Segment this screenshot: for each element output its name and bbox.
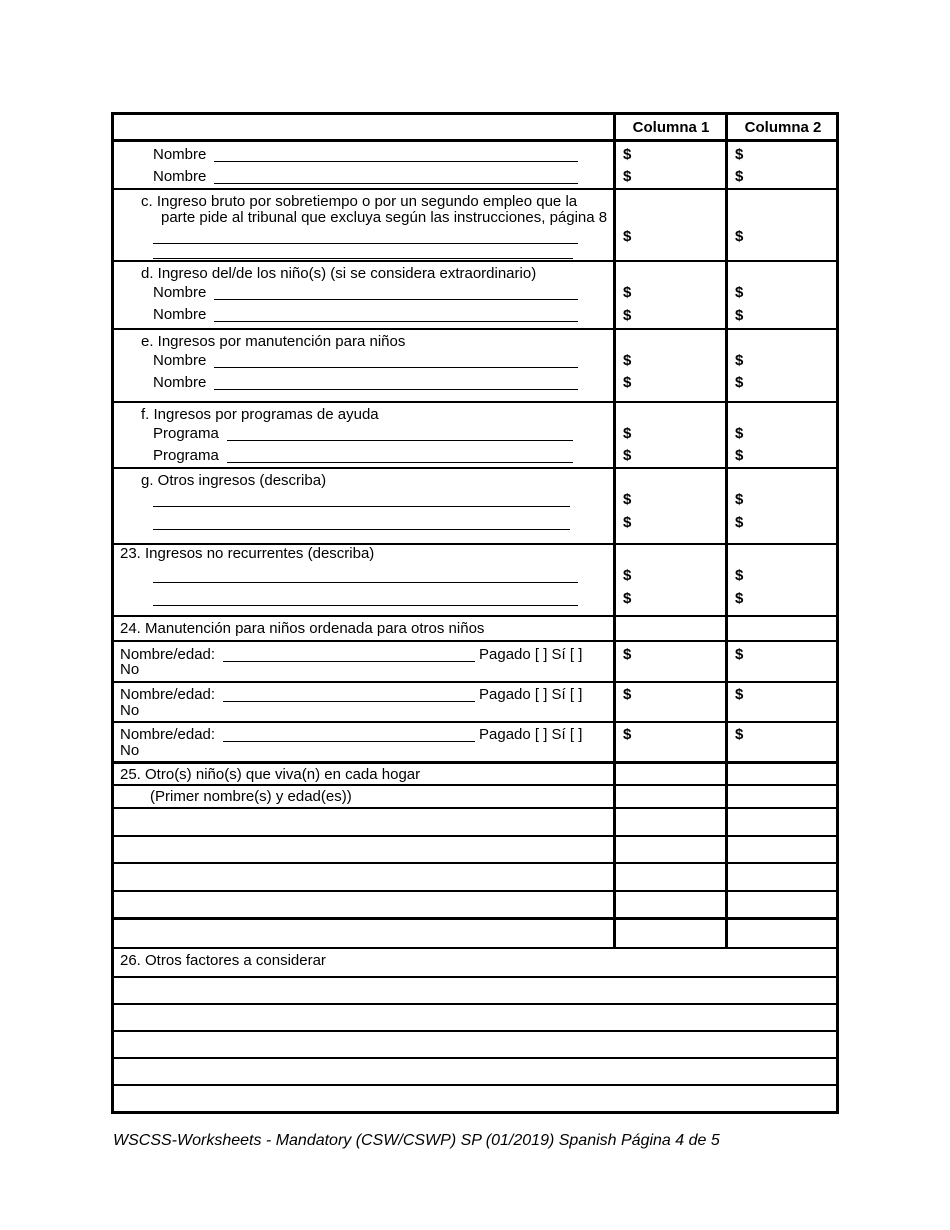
nombre-field[interactable] xyxy=(214,321,578,322)
no-label[interactable]: No xyxy=(120,702,140,719)
programa-field[interactable] xyxy=(227,440,573,441)
row-divider xyxy=(111,1084,839,1086)
currency-symbol: $ xyxy=(623,686,632,703)
nombre-field[interactable] xyxy=(214,161,578,162)
nombre-label: Nombre xyxy=(153,306,207,323)
item-g-title: g. Otros ingresos (describa) xyxy=(141,472,327,489)
nombre-edad-field[interactable] xyxy=(223,661,475,662)
row-divider xyxy=(111,721,839,723)
currency-symbol: $ xyxy=(623,646,632,663)
currency-symbol: $ xyxy=(735,726,744,743)
currency-symbol: $ xyxy=(735,514,744,531)
nombre-edad-field[interactable] xyxy=(223,741,475,742)
nombre-field[interactable] xyxy=(214,367,578,368)
currency-symbol: $ xyxy=(623,590,632,607)
currency-symbol: $ xyxy=(735,590,744,607)
row-divider xyxy=(111,139,839,142)
currency-symbol: $ xyxy=(735,425,744,442)
nombre-field[interactable] xyxy=(214,389,578,390)
no-label[interactable]: No xyxy=(120,661,140,678)
programa-label: Programa xyxy=(153,447,219,464)
item-24-title: 24. Manutención para niños ordenada para otros niños xyxy=(120,620,485,637)
row-divider xyxy=(111,1057,839,1059)
currency-symbol: $ xyxy=(623,567,632,584)
nombre-edad-label: Nombre/edad: xyxy=(120,646,216,663)
currency-symbol: $ xyxy=(735,374,744,391)
column-2-header: Columna 2 xyxy=(744,119,822,136)
nombre-label: Nombre xyxy=(153,284,207,301)
nombre-label: Nombre xyxy=(153,168,207,185)
currency-symbol: $ xyxy=(735,307,744,324)
item-23-field[interactable] xyxy=(153,582,578,583)
item-c-field[interactable] xyxy=(153,258,573,259)
currency-symbol: $ xyxy=(735,447,744,464)
row-divider xyxy=(111,807,839,809)
currency-symbol: $ xyxy=(735,646,744,663)
item-g-field[interactable] xyxy=(153,506,570,507)
currency-symbol: $ xyxy=(735,146,744,163)
currency-symbol: $ xyxy=(623,425,632,442)
row-divider xyxy=(111,1003,839,1005)
row-divider xyxy=(111,640,839,642)
item-c-title-cont: parte pide al tribunal que excluya según las instrucciones, página 8 xyxy=(161,209,608,226)
item-c-field[interactable] xyxy=(153,243,578,244)
row-divider xyxy=(111,467,839,469)
page-footer: WSCSS-Worksheets - Mandatory (CSW/CSWP) SP (01/2019) Spanish Página 4 de 5 xyxy=(113,1132,720,1149)
row-divider xyxy=(111,835,839,837)
row-divider xyxy=(111,1030,839,1032)
item-23-title: 23. Ingresos no recurrentes (describa) xyxy=(120,545,375,562)
row-divider xyxy=(111,401,839,403)
column-1-header: Columna 1 xyxy=(632,119,710,136)
item-c-title: c. Ingreso bruto por sobretiempo o por un segundo empleo que la xyxy=(141,193,578,210)
currency-symbol: $ xyxy=(735,567,744,584)
currency-symbol: $ xyxy=(623,146,632,163)
nombre-edad-label: Nombre/edad: xyxy=(120,726,216,743)
currency-symbol: $ xyxy=(623,284,632,301)
item-25-subtitle: (Primer nombre(s) y edad(es)) xyxy=(150,788,352,805)
row-divider xyxy=(111,681,839,683)
currency-symbol: $ xyxy=(735,491,744,508)
programa-label: Programa xyxy=(153,425,219,442)
nombre-label: Nombre xyxy=(153,374,207,391)
nombre-label: Nombre xyxy=(153,352,207,369)
pagado-label[interactable]: Pagado [ ] Sí [ ] xyxy=(479,686,583,703)
currency-symbol: $ xyxy=(623,352,632,369)
programa-field[interactable] xyxy=(227,462,573,463)
row-divider xyxy=(111,917,839,920)
currency-symbol: $ xyxy=(735,686,744,703)
row-divider xyxy=(111,328,839,330)
currency-symbol: $ xyxy=(623,307,632,324)
nombre-label: Nombre xyxy=(153,146,207,163)
pagado-label[interactable]: Pagado [ ] Sí [ ] xyxy=(479,726,583,743)
currency-symbol: $ xyxy=(735,284,744,301)
row-divider xyxy=(111,188,839,190)
row-divider xyxy=(111,976,839,978)
item-23-field[interactable] xyxy=(153,605,578,606)
row-divider xyxy=(111,615,839,617)
row-divider xyxy=(111,862,839,864)
column-divider-2 xyxy=(725,112,728,949)
currency-symbol: $ xyxy=(623,491,632,508)
row-divider xyxy=(111,761,839,764)
currency-symbol: $ xyxy=(623,726,632,743)
row-divider xyxy=(111,890,839,892)
nombre-edad-label: Nombre/edad: xyxy=(120,686,216,703)
currency-symbol: $ xyxy=(623,168,632,185)
item-e-title: e. Ingresos por manutención para niños xyxy=(141,333,406,350)
currency-symbol: $ xyxy=(623,374,632,391)
item-26-title: 26. Otros factores a considerar xyxy=(120,952,326,969)
currency-symbol: $ xyxy=(623,514,632,531)
item-f-title: f. Ingresos por programas de ayuda xyxy=(141,406,379,423)
item-g-field[interactable] xyxy=(153,529,570,530)
currency-symbol: $ xyxy=(735,352,744,369)
currency-symbol: $ xyxy=(735,168,744,185)
currency-symbol: $ xyxy=(623,228,632,245)
row-divider xyxy=(111,784,839,786)
item-25-title: 25. Otro(s) niño(s) que viva(n) en cada hogar xyxy=(120,766,421,783)
currency-symbol: $ xyxy=(623,447,632,464)
nombre-edad-field[interactable] xyxy=(223,701,475,702)
row-divider xyxy=(111,947,839,949)
pagado-label[interactable]: Pagado [ ] Sí [ ] xyxy=(479,646,583,663)
column-divider-1 xyxy=(613,112,616,949)
nombre-field[interactable] xyxy=(214,183,578,184)
item-d-title: d. Ingreso del/de los niño(s) (si se considera extraordinario) xyxy=(141,265,537,282)
nombre-field[interactable] xyxy=(214,299,578,300)
no-label[interactable]: No xyxy=(120,742,140,759)
row-divider xyxy=(111,260,839,262)
currency-symbol: $ xyxy=(735,228,744,245)
